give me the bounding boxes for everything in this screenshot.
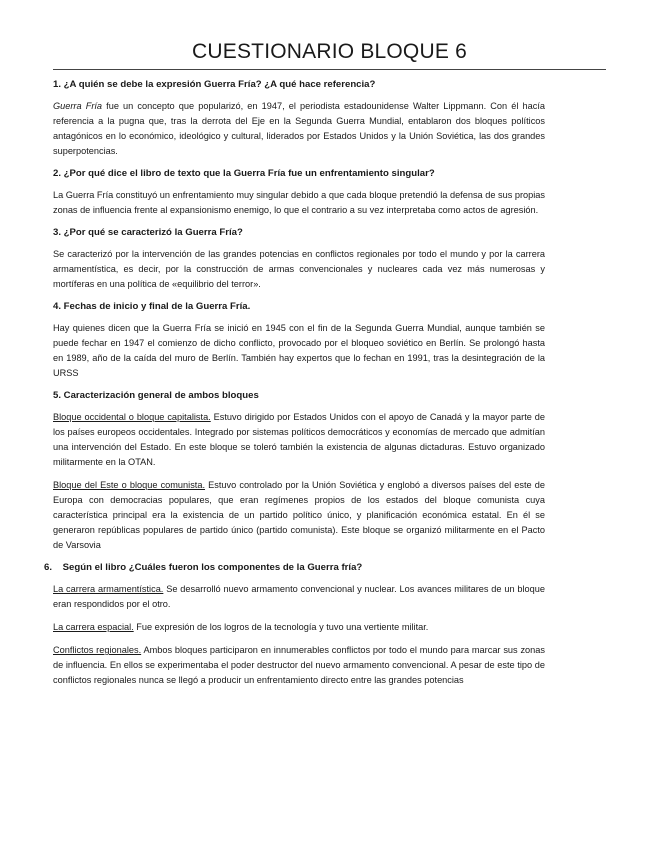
answer-6-arms-race-paragraph [53, 582, 545, 612]
title-underline [53, 69, 606, 70]
answer-4-text: Hay quienes dicen que la Guerra Fría se inició en 1945 con el fin de la Segunda Guerra Mundial, aunque también se puede fechar en 1947 el comienzo de dicho conflicto, provocado por el bloqueo soviético en Berlín. Se prolongó hasta en 1989, año de la caída del muro de Berlín. También hay expertos que lo fechan en 1991, tras la desintegración de la URSS [53, 323, 545, 378]
space-race-lead: La carrera espacial. [53, 622, 134, 632]
question-6-heading: 6. Según el libro ¿Cuáles fueron los componentes de la Guerra fría? [44, 562, 363, 573]
answer-6-regional-conflicts-paragraph [53, 643, 545, 688]
answer-1-text: fue un concepto que popularizó, en 1947, el periodista estadounidense Walter Lippmann. Con él hacía referencia a la pugna que, tras la derrota del Eje en la Segunda Guerra Mundial, entablaron dos bloques políticos antagónicos en lo económico, ideológico y cultural, liderados por Estados Unidos y la Unión Soviética, las dos grandes superpotencias. [53, 101, 545, 156]
eastern-bloc-lead: Bloque del Este o bloque comunista. [53, 480, 206, 490]
question-3-heading: 3. ¿Por qué se caracterizó la Guerra Fría? [53, 227, 243, 238]
answer-2-paragraph [53, 188, 545, 218]
answer-6-space-race-paragraph [53, 620, 545, 635]
answer-3-paragraph [53, 247, 545, 292]
western-bloc-lead: Bloque occidental o bloque capitalista. [53, 412, 211, 422]
answer-5-western-bloc-paragraph [53, 410, 545, 470]
question-5-heading: 5. Caracterización general de ambos bloques [53, 390, 259, 401]
answer-5-eastern-bloc-paragraph [53, 478, 545, 553]
space-race-text: Fue expresión de los logros de la tecnología y tuvo una vertiente militar. [133, 622, 429, 632]
regional-conflicts-text: Ambos bloques participaron en innumerables conflictos por todo el mundo para marcar sus zonas de influencia. En ellos se experimentaba el poder destructor del nuevo armamento convencional. A pesar de este tipo de conflictos regionales nunca se llegó a producir un enfrentamiento directo entre las grandes potencias [53, 645, 545, 685]
question-1-heading: 1. ¿A quién se debe la expresión Guerra Fría? ¿A qué hace referencia? [53, 79, 376, 90]
answer-3-text: Se caracterizó por la intervención de las grandes potencias en conflictos regionales por todo el mundo y por la carrera armamentística, es decir, por la construcción de armas convencionales y nucleares cada vez más numerosas y mortíferas en una política de «equilibrio del terror». [53, 249, 545, 289]
question-4-heading: 4. Fechas de inicio y final de la Guerra Fría. [53, 301, 251, 312]
eastern-bloc-text: Estuvo controlado por la Unión Soviética y englobó a diversos países del este de Europa con democracias populares, que eran regímenes propios de los estados del bloque comunista cuya característica principal era la existencia de un partido político único, y planificación económica estatal. En él se generaron repúblicas populares de partido único (partido comunista). Este bloque se organizó militarmente en el Pacto de Varsovia [53, 480, 545, 550]
arms-race-lead: La carrera armamentística. [53, 584, 164, 594]
answer-1-lead: Guerra Fría [53, 101, 103, 111]
arms-race-text: Se desarrolló nuevo armamento convencional y nuclear. Los avances militares de un bloque eran respondidos por el otro. [53, 584, 545, 609]
regional-conflicts-lead: Conflictos regionales. [53, 645, 142, 655]
western-bloc-text: Estuvo dirigido por Estados Unidos con el apoyo de Canadá y la mayor parte de los países europeos occidentales. Integrado por sistemas políticos democráticos y economías de mercado que admitían una intervención del Estado. En este bloque se toleró también la existencia de algunas dictaduras. Estuvo organizado militarmente en la OTAN. [53, 412, 546, 467]
answer-2-text: La Guerra Fría constituyó un enfrentamiento muy singular debido a que cada bloque pretendió la defensa de sus propias zonas de influencia frente al expansionismo enemigo, lo que el contrario a su vez interpretaba como actos de agresión. [53, 190, 545, 215]
document-body [44, 78, 546, 696]
page-title: CUESTIONARIO BLOQUE 6 [192, 40, 467, 63]
answer-4-paragraph [53, 321, 545, 381]
answer-1-paragraph [53, 99, 545, 159]
question-2-heading: 2. ¿Por qué dice el libro de texto que la Guerra Fría fue un enfrentamiento singular? [53, 168, 435, 179]
